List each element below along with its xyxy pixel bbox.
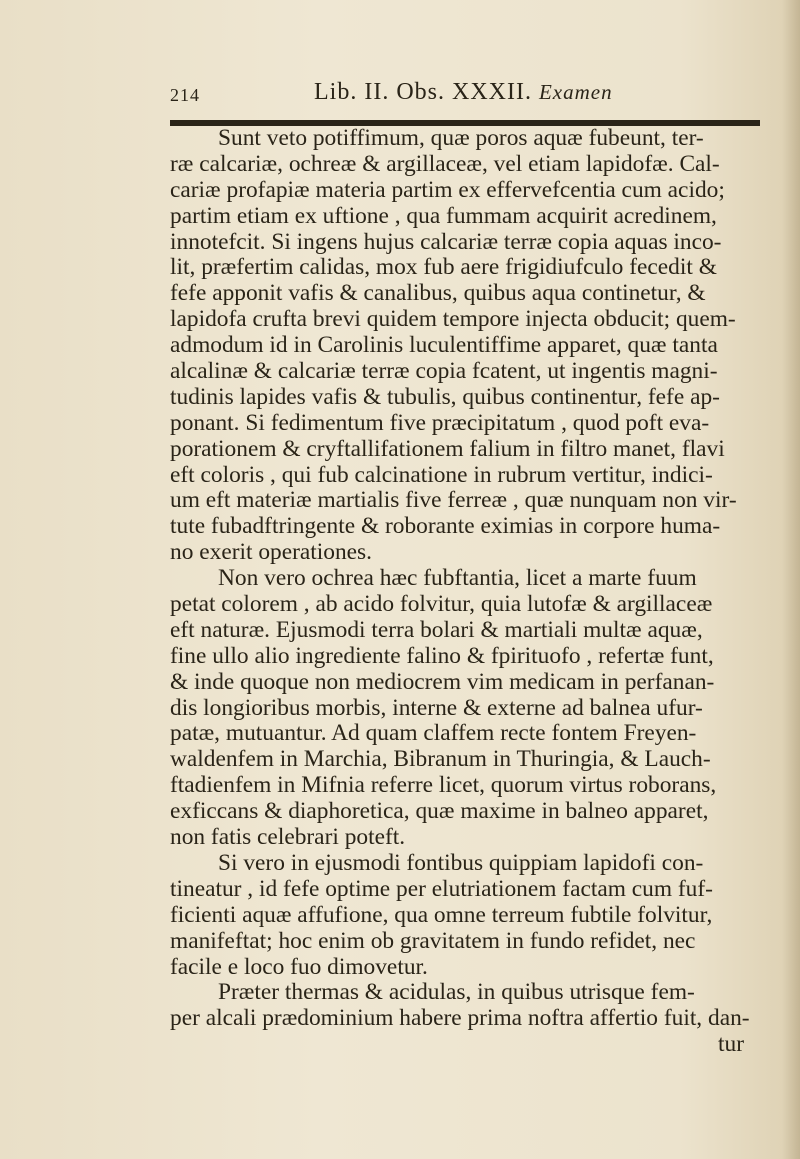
text-line: per alcali prædominium habere prima noftra affertio fuit, dan- xyxy=(170,1005,750,1032)
text-line: waldenfem in Marchia, Bibranum in Thuringia, & Lauch- xyxy=(170,746,711,773)
text-line: tudinis lapides vafis & tubulis, quibus continentur, fefe ap- xyxy=(170,383,720,410)
catchword: tur xyxy=(718,1031,744,1058)
text-line: fine ullo alio ingrediente falino & fpirituofo , refertæ funt, xyxy=(170,642,714,669)
text-line: tineatur , id fefe optime per elutriationem factam cum fuf- xyxy=(170,875,713,902)
text-line: um eft materiæ martialis five ferreæ , quæ nunquam non vir- xyxy=(170,487,737,514)
text-line: porationem & cryftallifationem falium in filtro manet, flavi xyxy=(170,435,725,462)
text-line: eft coloris , qui fub calcinatione in rubrum vertitur, indici- xyxy=(170,461,713,488)
text-line: non fatis celebrari poteft. xyxy=(170,824,406,851)
text-line: Non vero ochrea hæc fubftantia, licet a marte fuum xyxy=(218,565,697,592)
text-line: dis longioribus morbis, interne & externe ad balnea ufur- xyxy=(170,694,703,721)
text-line: Si vero in ejusmodi fontibus quippiam lapidofi con- xyxy=(218,849,704,876)
text-line: partim etiam ex uftione , qua fummam acquirit acredinem, xyxy=(170,202,717,229)
running-title xyxy=(314,79,613,106)
text-line: ræ calcariæ, ochreæ & argillaceæ, vel etiam lapidofæ. Cal- xyxy=(170,150,720,177)
text-line: Sunt veto potiffimum, quæ poros aquæ fubeunt, ter- xyxy=(218,125,704,151)
text-line: no exerit operationes. xyxy=(170,539,372,566)
text-line: cariæ profapiæ materia partim ex effervefcentia cum acido; xyxy=(170,176,725,203)
text-line: alcalinæ & calcariæ terræ copia fcatent, ut ingentis magni- xyxy=(170,358,718,385)
text-line: admodum id in Carolinis luculentiffime apparet, quæ tanta xyxy=(170,332,718,359)
text-line: Præter thermas & acidulas, in quibus utrisque fem- xyxy=(218,979,695,1006)
text-line: lit, præfertim calidas, mox fub aere frigidiufculo fecedit & xyxy=(170,254,717,281)
text-line: fefe apponit vafis & canalibus, quibus aqua continetur, & xyxy=(170,280,706,307)
text-line: patæ, mutuantur. Ad quam claffem recte fontem Freyen- xyxy=(170,720,697,747)
text-line: manifeftat; hoc enim ob gravitatem in fundo refidet, nec xyxy=(170,927,696,954)
page-edge-shadow xyxy=(782,0,800,1159)
text-line: exficcans & diaphoretica, quæ maxime in balneo apparet, xyxy=(170,798,709,825)
page-header xyxy=(170,79,790,113)
running-title-italic: Examen xyxy=(538,80,613,104)
body-text xyxy=(170,126,770,1058)
text-line: facile e loco fuo dimovetur. xyxy=(170,953,428,980)
text-line: eft naturæ. Ejusmodi terra bolari & martiali multæ aquæ, xyxy=(170,616,703,643)
running-title-text: Lib. II. Obs. XXXII. xyxy=(314,79,532,105)
text-line: ponant. Si fedimentum five præcipitatum , quod poft eva- xyxy=(170,409,710,436)
text-line: ftadienfem in Mifnia referre licet, quorum virtus roborans, xyxy=(170,772,717,799)
text-line: innotefcit. Si ingens hujus calcariæ terræ copia aquas inco- xyxy=(170,228,722,255)
page-number: 214 xyxy=(170,85,200,105)
text-line: ficienti aquæ affufione, qua omne terreum fubtile folvitur, xyxy=(170,901,713,928)
text-line: lapidofa crufta brevi quidem tempore injecta obducit; quem- xyxy=(170,306,736,333)
text-line: & inde quoque non mediocrem vim medicam in perfanan- xyxy=(170,668,715,695)
text-line: petat colorem , ab acido folvitur, quia lutofæ & argillaceæ xyxy=(170,591,713,618)
text-line: tute fubadftringente & roborante eximias in corpore huma- xyxy=(170,513,721,540)
